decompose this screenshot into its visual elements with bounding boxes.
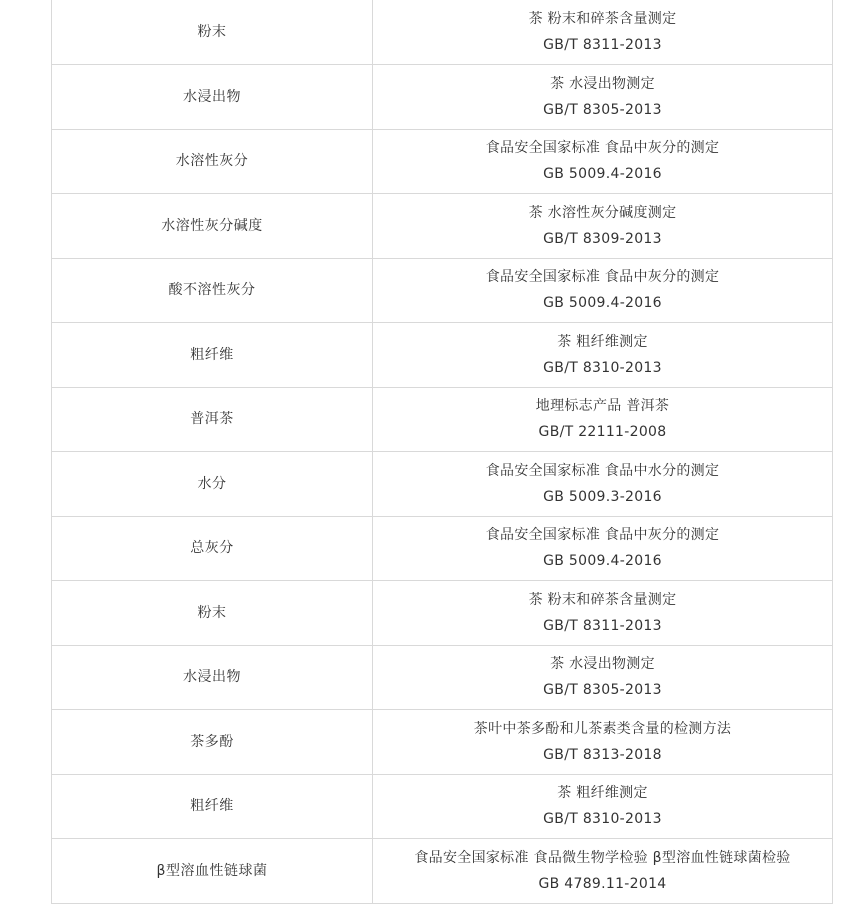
standard-code: GB 4789.11-2014	[538, 875, 667, 892]
standard-code: GB 5009.4-2016	[543, 553, 662, 570]
table-row	[52, 774, 833, 839]
test-item-label: 粉末	[197, 604, 227, 621]
standard-cell	[373, 258, 833, 323]
standards-table-container	[51, 0, 832, 904]
standard-code: GB 5009.4-2016	[543, 295, 662, 312]
test-item-label: 水浸出物	[183, 88, 241, 105]
test-item-label: 粗纤维	[190, 346, 234, 363]
test-item-cell	[52, 65, 373, 130]
table-row	[52, 452, 833, 517]
table-row	[52, 65, 833, 130]
standard-code: GB/T 8305-2013	[543, 682, 662, 699]
standard-cell	[373, 581, 833, 646]
table-row	[52, 516, 833, 581]
table-row	[52, 258, 833, 323]
standard-code: GB/T 8311-2013	[543, 37, 662, 53]
standard-name: 茶 粗纤维测定	[557, 785, 648, 802]
standard-cell	[373, 516, 833, 581]
standard-code: GB/T 8310-2013	[543, 359, 662, 376]
standard-name: 茶 粗纤维测定	[557, 333, 648, 350]
test-item-cell	[52, 839, 373, 904]
standard-name: 食品安全国家标准 食品中灰分的测定	[485, 269, 720, 286]
test-item-cell	[52, 323, 373, 388]
test-item-label: 酸不溶性灰分	[168, 282, 256, 299]
standard-cell	[373, 323, 833, 388]
standard-code: GB/T 8309-2013	[543, 230, 662, 247]
standard-cell	[373, 452, 833, 517]
standard-cell	[373, 194, 833, 259]
standard-code: GB 5009.3-2016	[543, 488, 662, 505]
test-item-cell	[52, 258, 373, 323]
table-row	[52, 387, 833, 452]
standard-code: GB/T 8311-2013	[543, 617, 662, 634]
standard-name: 食品安全国家标准 食品中水分的测定	[485, 462, 720, 479]
standard-cell	[373, 774, 833, 839]
test-item-label: 普洱茶	[190, 411, 234, 428]
table-row	[52, 710, 833, 775]
standard-name: 茶 水溶性灰分碱度测定	[528, 204, 677, 221]
test-item-cell	[52, 194, 373, 259]
standard-name: 茶 水浸出物测定	[550, 75, 655, 92]
standard-cell	[373, 710, 833, 775]
test-item-label: 粗纤维	[190, 798, 234, 815]
test-item-cell	[52, 710, 373, 775]
test-item-cell	[52, 387, 373, 452]
standard-cell	[373, 129, 833, 194]
test-item-label: 粉末	[197, 24, 227, 40]
standard-cell	[373, 645, 833, 710]
test-item-label: 总灰分	[190, 540, 234, 557]
standard-code: GB/T 8313-2018	[543, 746, 662, 763]
standard-name: 茶 粉末和碎茶含量测定	[528, 11, 677, 27]
table-row	[52, 194, 833, 259]
table-row	[52, 581, 833, 646]
standards-table-body	[52, 0, 833, 903]
test-item-cell	[52, 516, 373, 581]
standard-cell	[373, 65, 833, 130]
test-item-cell	[52, 0, 373, 65]
standard-code: GB 5009.4-2016	[543, 166, 662, 183]
standard-code: GB/T 22111-2008	[538, 424, 667, 441]
standard-cell	[373, 0, 833, 65]
standard-name: 食品安全国家标准 食品中灰分的测定	[485, 527, 720, 544]
test-item-label: 水浸出物	[183, 669, 241, 686]
standard-cell	[373, 387, 833, 452]
test-item-cell	[52, 452, 373, 517]
table-row	[52, 645, 833, 710]
standard-code: GB/T 8305-2013	[543, 101, 662, 118]
standards-table	[51, 0, 833, 904]
test-item-label: 水溶性灰分碱度	[161, 217, 263, 234]
standard-code: GB/T 8310-2013	[543, 811, 662, 828]
table-row	[52, 129, 833, 194]
standard-name: 茶 粉末和碎茶含量测定	[528, 591, 677, 608]
test-item-label: 水溶性灰分	[175, 153, 249, 170]
table-row	[52, 839, 833, 904]
table-row	[52, 0, 833, 65]
standard-name: 食品安全国家标准 食品微生物学检验 β型溶血性链球菌检验	[414, 849, 791, 866]
test-item-cell	[52, 581, 373, 646]
test-item-label: β型溶血性链球菌	[156, 862, 268, 879]
standard-name: 地理标志产品 普洱茶	[535, 398, 670, 415]
standard-name: 茶 水浸出物测定	[550, 656, 655, 673]
test-item-label: 茶多酚	[190, 733, 234, 750]
standard-name: 茶叶中茶多酚和儿茶素类含量的检测方法	[473, 720, 732, 737]
test-item-label: 水分	[197, 475, 227, 492]
test-item-cell	[52, 129, 373, 194]
standard-name: 食品安全国家标准 食品中灰分的测定	[485, 140, 720, 157]
test-item-cell	[52, 774, 373, 839]
test-item-cell	[52, 645, 373, 710]
standard-cell	[373, 839, 833, 904]
table-row	[52, 323, 833, 388]
